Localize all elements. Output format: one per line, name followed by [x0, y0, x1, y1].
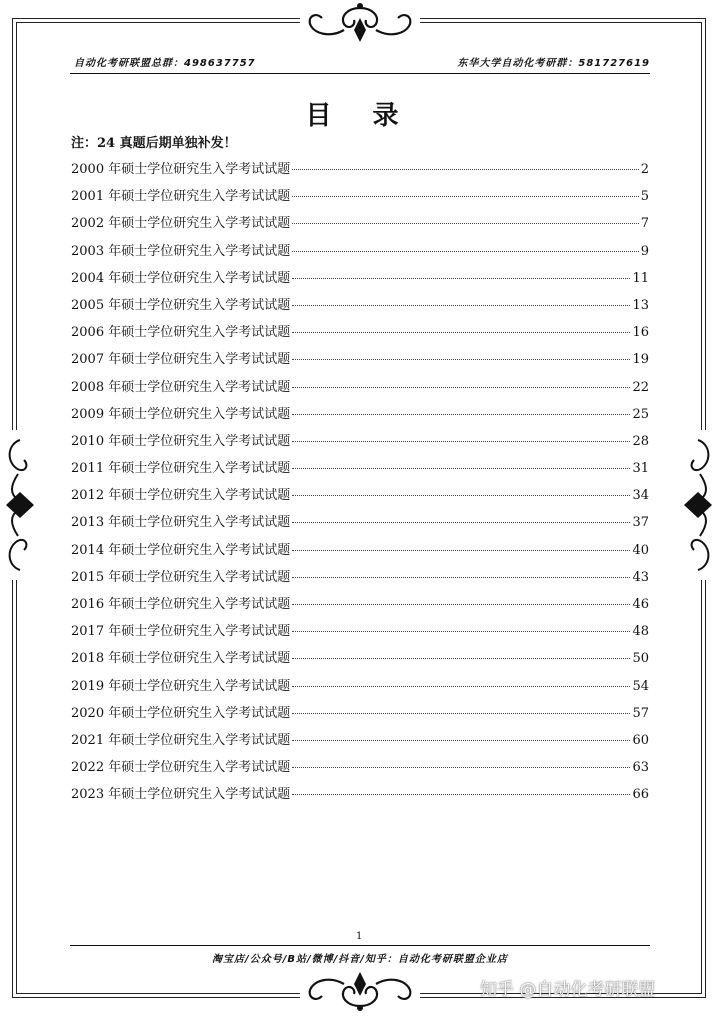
page-number: 1 — [356, 931, 363, 942]
toc-leader — [292, 686, 630, 687]
toc-entry[interactable] — [71, 566, 649, 593]
toc-leader — [292, 441, 630, 442]
toc-leader — [292, 522, 630, 523]
toc-label: 2004 年硕士学位研究生入学考试试题 — [71, 270, 291, 286]
watermark-text: 知乎 @自动化考研联盟 — [480, 980, 656, 1000]
toc-page: 48 — [632, 624, 649, 640]
toc-label: 2011 年硕士学位研究生入学考试试题 — [71, 461, 291, 477]
toc-page: 63 — [632, 760, 649, 776]
toc-label: 2019 年硕士学位研究生入学考试试题 — [71, 678, 291, 694]
toc-label: 2023 年硕士学位研究生入学考试试题 — [71, 787, 291, 803]
toc-label: 2006 年硕士学位研究生入学考试试题 — [71, 325, 291, 341]
header-divider — [70, 73, 650, 74]
toc-leader — [292, 495, 630, 496]
toc-entry[interactable] — [71, 539, 649, 566]
toc-page: 43 — [632, 569, 649, 585]
toc-label: 2001 年硕士学位研究生入学考试试题 — [71, 189, 291, 205]
toc-leader — [292, 767, 630, 768]
toc-leader — [292, 740, 630, 741]
toc-leader — [292, 278, 630, 279]
toc-entry[interactable] — [71, 158, 649, 185]
toc-leader — [292, 387, 630, 388]
toc-label: 2015 年硕士学位研究生入学考试试题 — [71, 569, 291, 585]
toc-entry[interactable] — [71, 511, 649, 538]
toc-page: 22 — [632, 379, 649, 395]
toc-leader — [292, 631, 630, 632]
toc-page: 9 — [640, 243, 649, 259]
toc-entry[interactable] — [71, 484, 649, 511]
toc-label: 2000 年硕士学位研究生入学考试试题 — [71, 162, 291, 177]
toc-label: 2007 年硕士学位研究生入学考试试题 — [71, 352, 291, 368]
toc-page: 46 — [632, 597, 649, 612]
toc-label: 2012 年硕士学位研究生入学考试试题 — [71, 488, 291, 504]
page-header — [70, 50, 650, 72]
toc-label: 2017 年硕士学位研究生入学考试试题 — [71, 624, 291, 640]
toc-page: 40 — [632, 542, 649, 558]
toc-entry[interactable] — [71, 212, 649, 239]
toc-page: 50 — [632, 651, 649, 667]
toc-entry[interactable] — [71, 593, 649, 620]
ornament-left-icon — [0, 430, 36, 580]
toc-label: 2008 年硕士学位研究生入学考试试题 — [71, 379, 291, 395]
toc-leader — [292, 196, 639, 197]
toc-entry[interactable] — [71, 294, 649, 321]
toc-page: 57 — [632, 705, 649, 721]
toc-page: 7 — [640, 216, 649, 232]
toc-label: 2002 年硕士学位研究生入学考试试题 — [71, 216, 291, 232]
table-of-contents — [71, 158, 649, 811]
toc-page: 28 — [632, 433, 649, 449]
toc-leader — [292, 414, 630, 415]
toc-page: 60 — [632, 732, 649, 748]
toc-page: 13 — [632, 297, 649, 313]
toc-leader — [292, 169, 639, 170]
toc-page: 54 — [632, 678, 649, 694]
note-text: 注：24 真题后期单独补发！ — [71, 136, 237, 151]
toc-label: 2014 年硕士学位研究生入学考试试题 — [71, 542, 291, 558]
footer-text: 淘宝店/公众号/B站/微博/抖音/知乎：自动化考研联盟企业店 — [212, 954, 508, 965]
toc-leader — [292, 713, 630, 714]
toc-page: 37 — [632, 515, 649, 531]
toc-label: 2018 年硕士学位研究生入学考试试题 — [71, 651, 291, 667]
toc-entry[interactable] — [71, 348, 649, 375]
toc-entry[interactable] — [71, 647, 649, 674]
footer-divider — [70, 945, 650, 946]
toc-leader — [292, 305, 630, 306]
toc-label: 2016 年硕士学位研究生入学考试试题 — [71, 597, 291, 612]
toc-page: 66 — [632, 787, 649, 803]
toc-entry[interactable] — [71, 783, 649, 810]
toc-leader — [292, 658, 630, 659]
toc-label: 2005 年硕士学位研究生入学考试试题 — [71, 297, 291, 313]
toc-leader — [292, 550, 630, 551]
toc-entry[interactable] — [71, 457, 649, 484]
toc-leader — [292, 359, 630, 360]
header-left-text: 自动化考研联盟总群：498637757 — [74, 58, 256, 69]
toc-entry[interactable] — [71, 756, 649, 783]
toc-label: 2022 年硕士学位研究生入学考试试题 — [71, 760, 291, 776]
toc-entry[interactable] — [71, 185, 649, 212]
toc-entry[interactable] — [71, 675, 649, 702]
toc-page: 31 — [632, 461, 649, 477]
toc-leader — [292, 332, 630, 333]
toc-entry[interactable] — [71, 729, 649, 756]
toc-page: 2 — [640, 162, 649, 177]
toc-entry[interactable] — [71, 376, 649, 403]
toc-entry[interactable] — [71, 702, 649, 729]
toc-page: 16 — [632, 325, 649, 341]
toc-entry[interactable] — [71, 403, 649, 430]
toc-label: 2020 年硕士学位研究生入学考试试题 — [71, 705, 291, 721]
toc-leader — [292, 577, 630, 578]
toc-label: 2009 年硕士学位研究生入学考试试题 — [71, 406, 291, 422]
toc-entry[interactable] — [71, 267, 649, 294]
toc-label: 2010 年硕士学位研究生入学考试试题 — [71, 433, 291, 449]
ornament-bottom-icon — [300, 966, 420, 1014]
toc-label: 2013 年硕士学位研究生入学考试试题 — [71, 515, 291, 531]
toc-entry[interactable] — [71, 620, 649, 647]
ornament-top-icon — [300, 0, 420, 48]
ornament-right-icon — [682, 430, 718, 580]
toc-leader — [292, 251, 639, 252]
header-right-text: 东华大学自动化考研群：581727619 — [457, 58, 650, 69]
toc-page: 25 — [632, 406, 649, 422]
page-title: 目 录 — [305, 101, 415, 131]
toc-page: 11 — [632, 270, 649, 286]
toc-page: 34 — [632, 488, 649, 504]
toc-leader — [292, 604, 630, 605]
toc-label: 2021 年硕士学位研究生入学考试试题 — [71, 732, 291, 748]
toc-entry[interactable] — [71, 430, 649, 457]
toc-page: 19 — [632, 352, 649, 368]
toc-leader — [292, 468, 630, 469]
toc-label: 2003 年硕士学位研究生入学考试试题 — [71, 243, 291, 259]
toc-leader — [292, 794, 630, 795]
toc-leader — [292, 223, 639, 224]
toc-entry[interactable] — [71, 321, 649, 348]
toc-page: 5 — [640, 189, 649, 205]
toc-entry[interactable] — [71, 240, 649, 267]
